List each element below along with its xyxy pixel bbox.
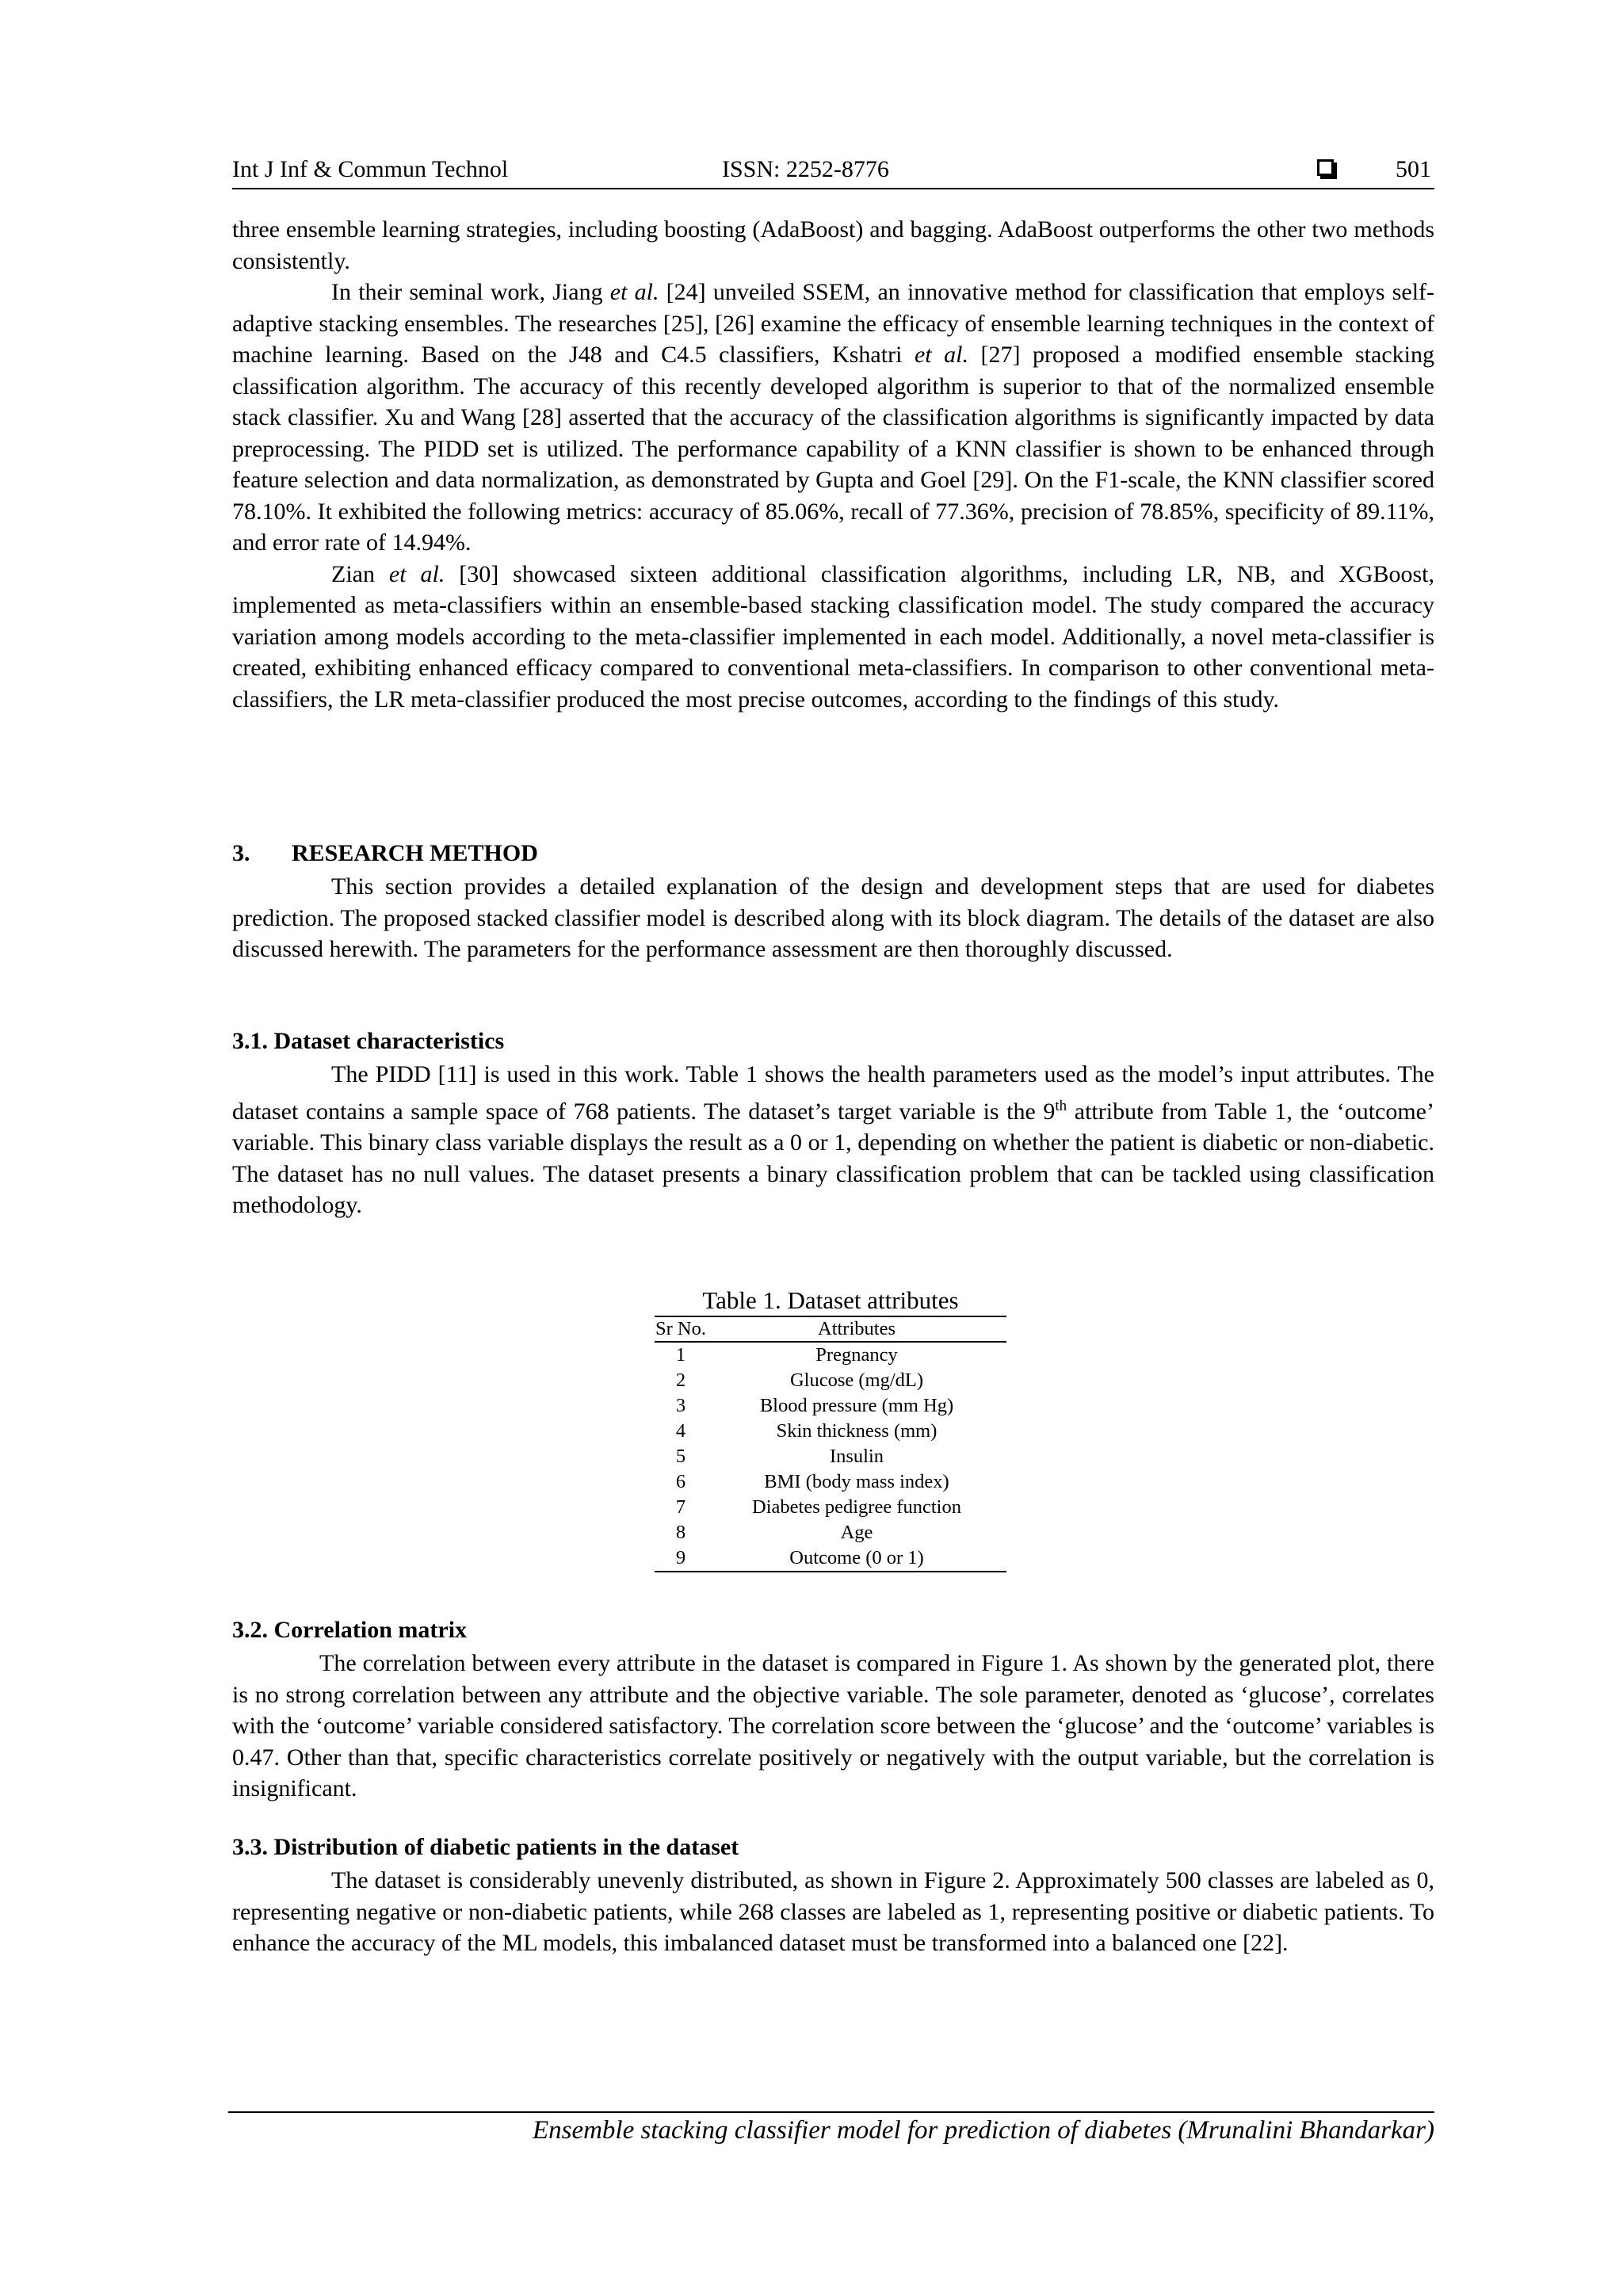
intro-text (232, 214, 1434, 715)
subsection-heading: 3.1. Dataset characteristics (232, 1028, 505, 1054)
section-heading: 3. RESEARCH METHOD (232, 840, 538, 866)
column-header: Attributes (707, 1316, 1006, 1342)
table-row: 4 Skin thickness (mm) (675, 1420, 938, 1442)
running-header (232, 155, 1434, 189)
square-box-icon (1317, 159, 1334, 176)
table-row: 9 Outcome (0 or 1) (675, 1547, 924, 1568)
subsection-body: The correlation between every attribute in the dataset is compared in Figure 1. As shown by the generated plot, there is no strong correlation between any attribute and the objective variable. The sole parameter, denoted as ‘glucose’, correlates with the ‘outcome’ variable considered satisfactory. The correlation score between the ‘glucose’ and the ‘outcome’ variables is 0.47. Other than that, specific characteristics correlate positively or negatively with the output variable, but the correlation is insignificant. (232, 1650, 1434, 1801)
table-1 (655, 1286, 1006, 1572)
column-header: Sr No. (655, 1316, 707, 1342)
paragraph: In their seminal work, Jiang et al. [24] unveiled SSEM, an innovative method for classification that employs self-adaptive stacking ensembles. The researches [25], [26] examine the efficacy of ensemble learning techniques in the context of machine learning. Based on the J48 and C4.5 classifiers, Kshatri et al. [27] proposed a modified ensemble stacking classification algorithm. The accuracy of this recently developed algorithm is superior to that of the normalized ensemble stack classifier. Xu and Wang [28] asserted that the accuracy of the classification algorithms is significantly impacted by data preprocessing. The PIDD set is utilized. The performance capability of a KNN classifier is shown to be enhanced through feature selection and data normalization, as demonstrated by Gupta and Goel [29]. On the F1-scale, the KNN classifier scored 78.10%. It exhibited the following metrics: accuracy of 85.06%, recall of 77.36%, precision of 78.85%, specificity of 89.11%, and error rate of 14.94%. (232, 279, 1435, 556)
running-footer: Ensemble stacking classifier model for prediction of diabetes (Mrunalini Bhandarkar) (532, 2116, 1434, 2145)
subsection-body: The dataset is considerably unevenly distributed, as shown in Figure 2. Approximately 500 classes are labeled as 0, representing negative or non-diabetic patients, while 268 classes are labeled as 1, representing positive or diabetic patients. To enhance the accuracy of the ML models, this imbalanced dataset must be transformed into a balanced one [22]. (232, 1867, 1434, 1956)
section-body: This section provides a detailed explanation of the design and development steps that are used for diabetes prediction. The proposed stacked classifier model is described along with its block diagram. The details of the dataset are also discussed herewith. The parameters for the performance assessment are then thoroughly discussed. (232, 873, 1434, 962)
paragraph: three ensemble learning strategies, including boosting (AdaBoost) and bagging. AdaBoost outperforms the other two methods consistently. (232, 216, 1434, 274)
subsection-heading: 3.3. Distribution of diabetic patients in the dataset (232, 1834, 739, 1860)
subsection-heading: 3.2. Correlation matrix (232, 1617, 468, 1643)
footer-rule (228, 2111, 1434, 2113)
issn: ISSN: 2252-8776 (722, 156, 889, 182)
table-row: 2 Glucose (mg/dL) (675, 1370, 924, 1391)
page-number: 501 (1396, 156, 1431, 182)
table-row: 5 Insulin (675, 1446, 884, 1467)
table-caption: Table 1. Dataset attributes (702, 1286, 959, 1314)
table-row: 6 BMI (body mass index) (675, 1471, 949, 1492)
table-row: 8 Age (675, 1522, 873, 1543)
paragraph: Zian et al. [30] showcased sixteen additional classification algorithms, including LR, NB, and XGBoost, implemented as meta-classifiers within an ensemble-based stacking classification model. The study compared the accuracy variation among models according to the meta-classifier implemented in each model. Additionally, a novel meta-classifier is created, exhibiting enhanced efficacy compared to conventional meta-classifiers. In comparison to other conventional meta-classifiers, the LR meta-classifier produced the most precise outcomes, according to the findings of this study. (232, 560, 1434, 712)
attributes-table (655, 1316, 1006, 1572)
table-row: 7 Diabetes pedigree function (675, 1496, 961, 1518)
table-row: 1 Pregnancy (675, 1344, 898, 1366)
journal-name: Int J Inf & Commun Technol (232, 156, 509, 182)
table-row: 3 Blood pressure (mm Hg) (675, 1395, 954, 1416)
subsection-body: The PIDD [11] is used in this work. Table 1 shows the health parameters used as the model’s input attributes. The dataset contains a sample space of 768 patients. The dataset’s target variable is the 9th attribute from Table 1, the ‘outcome’ variable. This binary class variable displays the result as a 0 or 1, depending on whether the patient is diabetic or non-diabetic. The dataset has no null values. The dataset presents a binary classification problem that can be tackled using classification methodology. (232, 1061, 1434, 1218)
